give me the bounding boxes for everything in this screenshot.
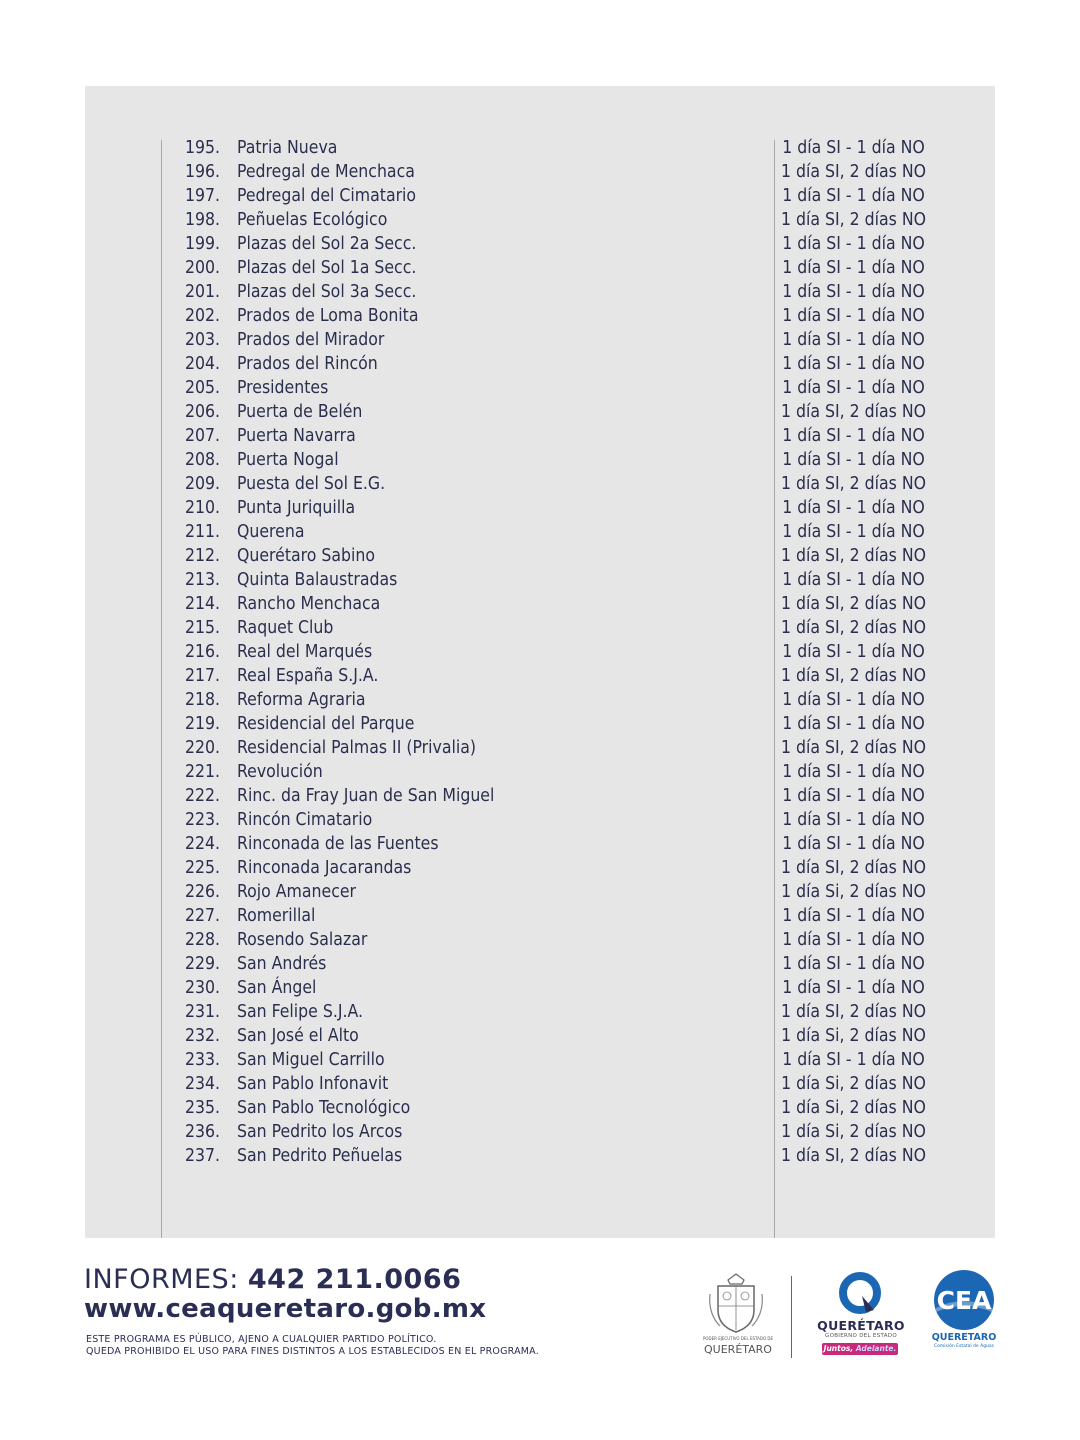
list-item: [85, 688, 995, 712]
neighborhood-name: Prados de Loma Bonita: [237, 306, 419, 326]
list-item: [85, 1096, 995, 1120]
water-schedule: 1 día SI - 1 día NO: [782, 1050, 925, 1070]
list-item: [85, 232, 995, 256]
list-item: [85, 736, 995, 760]
list-item: [85, 472, 995, 496]
water-schedule: 1 día SI - 1 día NO: [782, 834, 925, 854]
neighborhood-name: Patria Nueva: [237, 138, 338, 158]
neighborhood-name: Rinconada de las Fuentes: [237, 834, 439, 854]
neighborhood-name: Plazas del Sol 3a Secc.: [237, 282, 417, 302]
list-item: [85, 520, 995, 544]
neighborhood-name: Pedregal de Menchaca: [237, 162, 415, 182]
water-schedule: 1 día SI - 1 día NO: [782, 282, 925, 302]
row-number: 228.: [184, 930, 220, 950]
neighborhood-name: Residencial Palmas II (Privalia): [237, 738, 477, 758]
informes-label: INFORMES:: [84, 1264, 239, 1295]
neighborhood-name: Pedregal del Cimatario: [237, 186, 417, 206]
neighborhood-name: Querétaro Sabino: [237, 546, 375, 566]
list-item: [85, 208, 995, 232]
logos: [700, 1268, 1000, 1368]
list-item: [85, 664, 995, 688]
disclaimer-line-2: QUEDA PROHIBIDO EL USO PARA FINES DISTINTOS A LOS ESTABLECIDOS EN EL PROGRAMA.: [86, 1346, 539, 1357]
neighborhood-name: San Andrés: [237, 954, 327, 974]
row-number: 197.: [184, 186, 220, 206]
neighborhood-name: Prados del Mirador: [237, 330, 385, 350]
row-number: 220.: [184, 738, 220, 758]
water-schedule: 1 día SI, 2 días NO: [780, 402, 927, 422]
neighborhood-name: San Pablo Tecnológico: [237, 1098, 411, 1118]
row-number: 203.: [184, 330, 220, 350]
water-schedule: 1 día SI - 1 día NO: [782, 786, 925, 806]
neighborhood-name: Rinc. da Fray Juan de San Miguel: [237, 786, 495, 806]
list-item: [85, 928, 995, 952]
water-schedule: 1 día SI - 1 día NO: [782, 354, 925, 374]
water-schedule: 1 día SI, 2 días NO: [780, 666, 927, 686]
row-number: 199.: [184, 234, 220, 254]
neighborhood-name: Puesta del Sol E.G.: [237, 474, 386, 494]
row-number: 219.: [184, 714, 220, 734]
state-seal-caption: PODER EJECUTIVO DEL ESTADO DE: [702, 1336, 774, 1341]
tagline-part-2: Adelante.: [855, 1344, 897, 1353]
neighborhood-name: Quinta Balaustradas: [237, 570, 398, 590]
cea-logo-name: QUERETARO: [931, 1332, 997, 1343]
row-number: 195.: [184, 138, 220, 158]
disclaimer: [86, 1334, 539, 1358]
logo-divider: [791, 1276, 792, 1358]
row-number: 234.: [184, 1074, 220, 1094]
water-schedule: 1 día SI - 1 día NO: [782, 378, 925, 398]
row-number: 230.: [184, 978, 220, 998]
row-number: 217.: [184, 666, 220, 686]
row-number: 207.: [184, 426, 220, 446]
row-number: 236.: [184, 1122, 220, 1142]
queretaro-logo-name: QUERÉTARO: [817, 1318, 905, 1333]
row-number: 231.: [184, 1002, 220, 1022]
water-schedule: 1 día SI - 1 día NO: [782, 498, 925, 518]
website-link[interactable]: www.ceaqueretaro.gob.mx: [84, 1294, 487, 1324]
water-schedule: 1 día SI, 2 días NO: [780, 474, 927, 494]
cea-mark-text: CEA: [936, 1286, 992, 1315]
water-schedule: 1 día SI - 1 día NO: [782, 810, 925, 830]
row-number: 200.: [184, 258, 220, 278]
water-schedule: 1 día SI, 2 días NO: [780, 618, 927, 638]
neighborhood-name: Puerta de Belén: [237, 402, 363, 422]
row-number: 216.: [184, 642, 220, 662]
list-item: [85, 904, 995, 928]
list-item: [85, 1048, 995, 1072]
row-number: 211.: [184, 522, 220, 542]
water-schedule: 1 día Si, 2 días NO: [781, 1026, 926, 1046]
neighborhood-name: Real del Marqués: [237, 642, 373, 662]
neighborhood-name: Plazas del Sol 1a Secc.: [237, 258, 417, 278]
neighborhood-name: Peñuelas Ecológico: [237, 210, 388, 230]
state-seal-name: QUERÉTARO: [704, 1343, 772, 1356]
list-item: [85, 856, 995, 880]
water-schedule: 1 día Si, 2 días NO: [781, 882, 926, 902]
neighborhood-name: San Felipe S.J.A.: [237, 1002, 363, 1022]
water-schedule: 1 día SI - 1 día NO: [782, 954, 925, 974]
neighborhood-name: San Pablo Infonavit: [237, 1074, 389, 1094]
list-item: [85, 160, 995, 184]
row-number: 204.: [184, 354, 220, 374]
neighborhood-name: Querena: [237, 522, 305, 542]
water-schedule: 1 día SI - 1 día NO: [782, 570, 925, 590]
neighborhood-name: Rinconada Jacarandas: [237, 858, 412, 878]
state-seal-icon: [706, 1272, 766, 1336]
list-item: [85, 1144, 995, 1168]
list-item: [85, 280, 995, 304]
row-number: 223.: [184, 810, 220, 830]
row-number: 202.: [184, 306, 220, 326]
water-schedule: 1 día SI - 1 día NO: [782, 930, 925, 950]
water-schedule: 1 día SI, 2 días NO: [780, 210, 927, 230]
list-item: [85, 184, 995, 208]
row-number: 237.: [184, 1146, 220, 1166]
list-item: [85, 496, 995, 520]
water-schedule: 1 día SI - 1 día NO: [782, 186, 925, 206]
disclaimer-line-1: ESTE PROGRAMA ES PÚBLICO, AJENO A CUALQUIER PARTIDO POLÍTICO.: [86, 1334, 437, 1345]
list-item: [85, 832, 995, 856]
water-schedule: 1 día Si, 2 días NO: [781, 1098, 926, 1118]
neighborhood-name: Puerta Navarra: [237, 426, 356, 446]
row-number: 198.: [184, 210, 220, 230]
row-number: 209.: [184, 474, 220, 494]
water-schedule: 1 día SI - 1 día NO: [782, 978, 925, 998]
list-item: [85, 136, 995, 160]
water-schedule: 1 día SI - 1 día NO: [782, 522, 925, 542]
water-schedule: 1 día SI, 2 días NO: [780, 858, 927, 878]
water-schedule: 1 día SI - 1 día NO: [782, 690, 925, 710]
row-number: 221.: [184, 762, 220, 782]
list-item: [85, 424, 995, 448]
neighborhood-name: Rojo Amanecer: [237, 882, 357, 902]
water-schedule: 1 día SI - 1 día NO: [782, 762, 925, 782]
water-schedule: 1 día SI - 1 día NO: [782, 450, 925, 470]
water-schedule: 1 día SI, 2 días NO: [780, 1002, 927, 1022]
row-number: 212.: [184, 546, 220, 566]
row-number: 208.: [184, 450, 220, 470]
list-item: [85, 808, 995, 832]
queretaro-tagline: [822, 1343, 898, 1355]
water-schedule: 1 día SI - 1 día NO: [782, 426, 925, 446]
row-number: 214.: [184, 594, 220, 614]
row-number: 205.: [184, 378, 220, 398]
list-item: [85, 1000, 995, 1024]
water-schedule: 1 día SI - 1 día NO: [782, 234, 925, 254]
row-number: 226.: [184, 882, 220, 902]
neighborhood-name: Puerta Nogal: [237, 450, 339, 470]
water-schedule: 1 día SI, 2 días NO: [780, 594, 927, 614]
water-schedule: 1 día SI - 1 día NO: [782, 138, 925, 158]
row-number: 206.: [184, 402, 220, 422]
water-schedule: 1 día SI, 2 días NO: [780, 738, 927, 758]
list-item: [85, 568, 995, 592]
neighborhood-name: Residencial del Parque: [237, 714, 415, 734]
neighborhood-name: San Ángel: [237, 978, 317, 998]
neighborhood-name: Real España S.J.A.: [237, 666, 379, 686]
list-item: [85, 760, 995, 784]
list-item: [85, 304, 995, 328]
water-schedule: 1 día SI, 2 días NO: [780, 546, 927, 566]
neighborhood-name: Rosendo Salazar: [237, 930, 368, 950]
row-number: 213.: [184, 570, 220, 590]
list-item: [85, 784, 995, 808]
row-number: 227.: [184, 906, 220, 926]
neighborhood-name: Revolución: [237, 762, 323, 782]
list-item: [85, 1024, 995, 1048]
row-number: 196.: [184, 162, 220, 182]
list-item: [85, 880, 995, 904]
water-schedule: 1 día SI - 1 día NO: [782, 258, 925, 278]
water-schedule: 1 día SI - 1 día NO: [782, 714, 925, 734]
neighborhood-name: Presidentes: [237, 378, 329, 398]
water-schedule: 1 día SI - 1 día NO: [782, 642, 925, 662]
row-number: 215.: [184, 618, 220, 638]
cea-logo-subtitle: Comisión Estatal de Aguas: [933, 1344, 995, 1349]
cea-logo-icon: [932, 1268, 996, 1332]
neighborhood-name: Prados del Rincón: [237, 354, 378, 374]
neighborhood-name: San José el Alto: [237, 1026, 359, 1046]
phone-number[interactable]: 442 211.0066: [247, 1264, 462, 1295]
queretaro-q-icon: [838, 1272, 882, 1316]
water-schedule: 1 día SI, 2 días NO: [780, 1146, 927, 1166]
water-schedule: 1 día SI - 1 día NO: [782, 906, 925, 926]
row-number: 229.: [184, 954, 220, 974]
queretaro-logo-subtitle: GOBIERNO DEL ESTADO: [825, 1333, 897, 1339]
list-item: [85, 448, 995, 472]
neighborhood-name: Reforma Agraria: [237, 690, 366, 710]
row-number: 222.: [184, 786, 220, 806]
water-schedule: 1 día SI - 1 día NO: [782, 306, 925, 326]
row-number: 210.: [184, 498, 220, 518]
schedule-panel: [85, 86, 995, 1238]
list-item: [85, 1072, 995, 1096]
list-item: [85, 400, 995, 424]
neighborhood-name: San Pedrito Peñuelas: [237, 1146, 403, 1166]
list-item: [85, 640, 995, 664]
neighborhood-name: Punta Juriquilla: [237, 498, 356, 518]
neighborhood-name: Romerillal: [237, 906, 316, 926]
list-item: [85, 592, 995, 616]
list-item: [85, 352, 995, 376]
row-number: 225.: [184, 858, 220, 878]
tagline-part-1: Juntos,: [823, 1344, 854, 1353]
list-item: [85, 1120, 995, 1144]
neighborhood-name: Plazas del Sol 2a Secc.: [237, 234, 417, 254]
neighborhood-name: Raquet Club: [237, 618, 334, 638]
water-schedule: 1 día SI, 2 días NO: [780, 162, 927, 182]
list-item: [85, 544, 995, 568]
water-schedule: 1 día SI - 1 día NO: [782, 330, 925, 350]
water-schedule: 1 día Si, 2 días NO: [781, 1122, 926, 1142]
list-item: [85, 256, 995, 280]
row-number: 224.: [184, 834, 220, 854]
water-schedule: 1 día Si, 2 días NO: [781, 1074, 926, 1094]
row-number: 235.: [184, 1098, 220, 1118]
row-number: 201.: [184, 282, 220, 302]
list-item: [85, 616, 995, 640]
neighborhood-name: Rancho Menchaca: [237, 594, 381, 614]
informes-line: [84, 1264, 461, 1296]
row-number: 233.: [184, 1050, 220, 1070]
neighborhood-name: San Pedrito los Arcos: [237, 1122, 403, 1142]
neighborhood-list: [85, 136, 995, 1168]
list-item: [85, 952, 995, 976]
row-number: 232.: [184, 1026, 220, 1046]
list-item: [85, 376, 995, 400]
neighborhood-name: San Miguel Carrillo: [237, 1050, 385, 1070]
neighborhood-name: Rincón Cimatario: [237, 810, 373, 830]
list-item: [85, 328, 995, 352]
list-item: [85, 976, 995, 1000]
list-item: [85, 712, 995, 736]
row-number: 218.: [184, 690, 220, 710]
